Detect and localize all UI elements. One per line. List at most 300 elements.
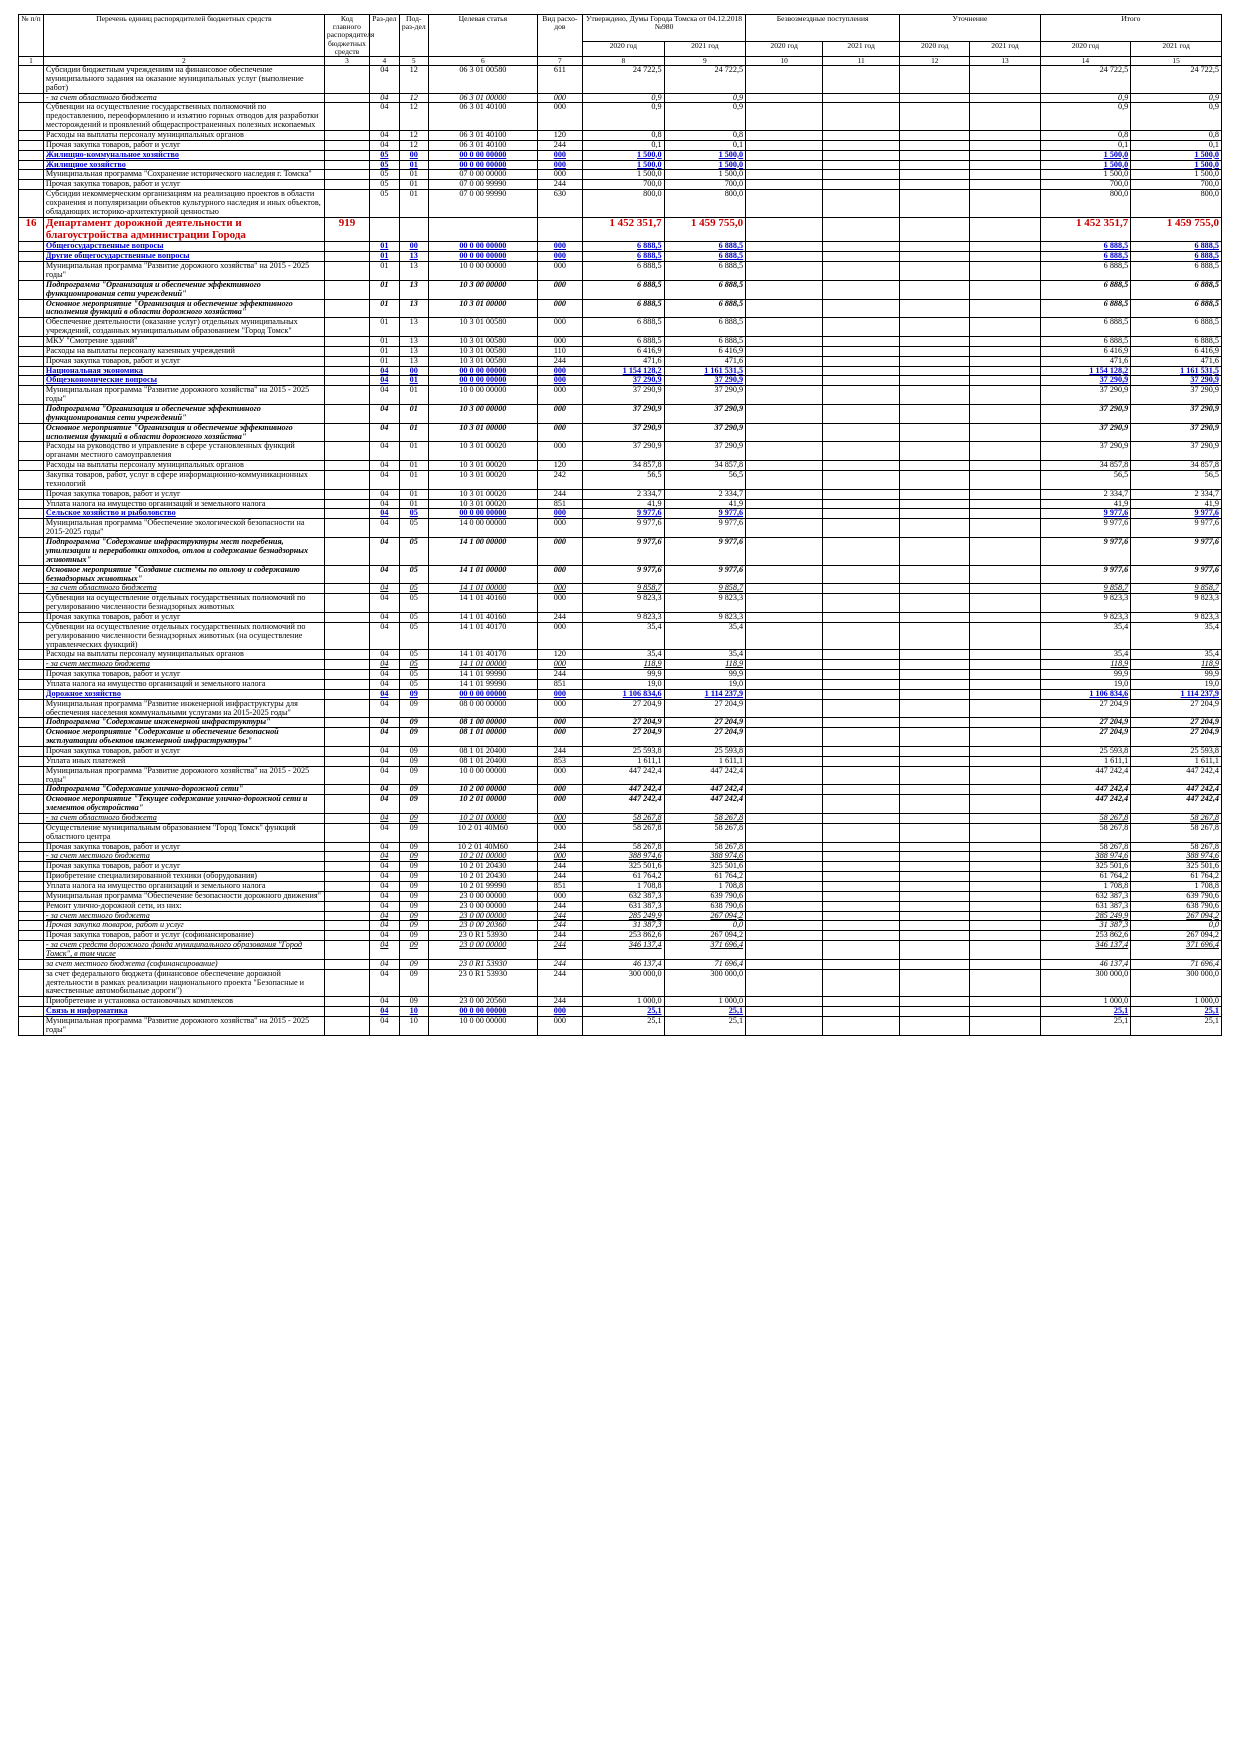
row-vr: 611 [537, 65, 582, 93]
row-code [324, 941, 369, 960]
row-cs: 10 2 01 20430 [428, 862, 537, 872]
row-total-2021: 1 500,0 [1131, 150, 1222, 160]
row-label: Приобретение и установка остановочных комплексов [43, 997, 324, 1007]
row-approved-2020: 632 387,3 [583, 891, 665, 901]
row-approved-2020: 27 204,9 [583, 699, 665, 718]
row-changes-2021 [970, 959, 1040, 969]
row-code [324, 150, 369, 160]
row-total-2021: 58 267,8 [1131, 823, 1222, 842]
row-unspent-2021 [823, 471, 900, 490]
row-code [324, 489, 369, 499]
row-approved-2021: 9 823,3 [664, 594, 746, 613]
row-unspent-2020 [746, 718, 823, 728]
row-vr: 000 [537, 318, 582, 337]
row-vr: 000 [537, 423, 582, 442]
row-approved-2021: 6 888,5 [664, 252, 746, 262]
row-pr: 09 [399, 931, 428, 941]
row-approved-2021: 27 204,9 [664, 728, 746, 747]
row-label: Подпрограмма "Содержание улично-дорожной сети" [43, 785, 324, 795]
row-changes-2021 [970, 346, 1040, 356]
row-code [324, 262, 369, 281]
row-total-2021: 447 242,4 [1131, 795, 1222, 814]
row-changes-2020 [900, 519, 970, 538]
row-label: Прочая закупка товаров, работ и услуг [43, 921, 324, 931]
row-approved-2020: 285 249,9 [583, 911, 665, 921]
row-label: Муниципальная программа "Развитие инженерной инфраструктуры для обеспечения населения коммунальными услугами на 2015-2025 годы" [43, 699, 324, 718]
colnum-10: 10 [746, 56, 823, 65]
row-total-2021: 800,0 [1131, 190, 1222, 218]
row-total-2020: 46 137,4 [1040, 959, 1131, 969]
row-cs: 14 1 01 00000 [428, 565, 537, 584]
row-total-2021: 9 858,7 [1131, 584, 1222, 594]
row-code [324, 689, 369, 699]
header-cs: Целевая статья [428, 15, 537, 57]
row-unspent-2020 [746, 911, 823, 921]
row-unspent-2020 [746, 337, 823, 347]
row-total-2020: 325 501,6 [1040, 862, 1131, 872]
row-unspent-2021 [823, 538, 900, 566]
row-pr: 09 [399, 911, 428, 921]
row-approved-2020: 1 500,0 [583, 150, 665, 160]
row-code [324, 842, 369, 852]
row-unspent-2021 [823, 386, 900, 405]
row-vr: 120 [537, 130, 582, 140]
row-label: - за счет местного бюджета [43, 660, 324, 670]
row-approved-2021: 447 242,4 [664, 766, 746, 785]
row-changes-2020 [900, 679, 970, 689]
row-label: Уплата налога на имущество организаций и земельного налога [43, 499, 324, 509]
row-rz: 04 [370, 862, 399, 872]
row-vr: 000 [537, 170, 582, 180]
row-code [324, 65, 369, 93]
row-pr: 09 [399, 718, 428, 728]
row-total-2021: 37 290,9 [1131, 386, 1222, 405]
row-total-2020: 35,4 [1040, 622, 1131, 650]
row-total-2021: 9 977,6 [1131, 519, 1222, 538]
row-vr: 000 [537, 1017, 582, 1036]
row-approved-2020: 9 977,6 [583, 565, 665, 584]
table-row [19, 1017, 1222, 1036]
row-total-2021: 27 204,9 [1131, 728, 1222, 747]
row-changes-2021 [970, 160, 1040, 170]
row-total-2020: 0,8 [1040, 130, 1131, 140]
row-unspent-2021 [823, 376, 900, 386]
row-unspent-2021 [823, 1017, 900, 1036]
table-header [19, 15, 1222, 66]
row-rz: 04 [370, 823, 399, 842]
row-total-2020: 58 267,8 [1040, 823, 1131, 842]
row-number [19, 813, 44, 823]
row-total-2021: 6 416,9 [1131, 346, 1222, 356]
row-changes-2020 [900, 262, 970, 281]
row-approved-2021: 6 888,5 [664, 280, 746, 299]
row-changes-2021 [970, 386, 1040, 405]
row-vr: 000 [537, 262, 582, 281]
row-changes-2020 [900, 356, 970, 366]
row-changes-2021 [970, 660, 1040, 670]
table-row [19, 262, 1222, 281]
row-unspent-2021 [823, 346, 900, 356]
row-total-2020: 9 823,3 [1040, 594, 1131, 613]
row-rz: 04 [370, 499, 399, 509]
row-approved-2021: 9 977,6 [664, 519, 746, 538]
row-changes-2020 [900, 299, 970, 318]
row-total-2020: 6 888,5 [1040, 318, 1131, 337]
row-label: Уплата налога на имущество организаций и земельного налога [43, 882, 324, 892]
row-changes-2020 [900, 405, 970, 424]
row-code [324, 366, 369, 376]
row-unspent-2021 [823, 795, 900, 814]
colnum-15: 15 [1131, 56, 1222, 65]
row-total-2021: 639 790,6 [1131, 891, 1222, 901]
row-approved-2021: 19,0 [664, 679, 746, 689]
row-rz: 04 [370, 911, 399, 921]
row-total-2021: 638 790,6 [1131, 901, 1222, 911]
row-unspent-2020 [746, 891, 823, 901]
row-number [19, 346, 44, 356]
row-code [324, 337, 369, 347]
row-cs: 00 0 00 00000 [428, 252, 537, 262]
row-vr: 000 [537, 538, 582, 566]
row-number [19, 997, 44, 1007]
row-total-2020: 1 154 128,2 [1040, 366, 1131, 376]
row-total-2021: 25,1 [1131, 1007, 1222, 1017]
row-changes-2020 [900, 252, 970, 262]
row-approved-2021: 1 500,0 [664, 160, 746, 170]
row-rz: 04 [370, 509, 399, 519]
row-approved-2021: 267 094,2 [664, 911, 746, 921]
row-code [324, 622, 369, 650]
row-changes-2020 [900, 882, 970, 892]
row-total-2020: 37 290,9 [1040, 442, 1131, 461]
row-vr: 853 [537, 756, 582, 766]
row-approved-2020: 700,0 [583, 180, 665, 190]
row-changes-2020 [900, 366, 970, 376]
row-unspent-2021 [823, 242, 900, 252]
row-approved-2020: 1 500,0 [583, 170, 665, 180]
row-rz: 04 [370, 660, 399, 670]
row-changes-2020 [900, 594, 970, 613]
row-total-2020: 35,4 [1040, 650, 1131, 660]
row-code [324, 461, 369, 471]
row-unspent-2021 [823, 1007, 900, 1017]
row-code [324, 190, 369, 218]
row-label: Национальная экономика [43, 366, 324, 376]
row-total-2020: 800,0 [1040, 190, 1131, 218]
row-approved-2021: 447 242,4 [664, 785, 746, 795]
header-group-unspent: Безвозмездные поступления [746, 15, 900, 42]
row-total-2020: 1 708,8 [1040, 882, 1131, 892]
row-rz: 04 [370, 997, 399, 1007]
row-approved-2021: 1 161 531,5 [664, 366, 746, 376]
row-total-2021: 118,9 [1131, 660, 1222, 670]
row-unspent-2021 [823, 356, 900, 366]
row-changes-2021 [970, 882, 1040, 892]
row-approved-2021: 6 888,5 [664, 337, 746, 347]
row-label: Подпрограмма "Содержание инфраструктуры мест погребения, утилизации и переработки отходов, отлов и содержание безнадзорных животных" [43, 538, 324, 566]
row-pr: 13 [399, 252, 428, 262]
header-total-2021: 2021 год [1131, 42, 1222, 57]
header-group-approved: Утверждено, Думы Города Томска от 04.12.2018 №980 [583, 15, 746, 42]
row-changes-2020 [900, 612, 970, 622]
row-pr: 09 [399, 823, 428, 842]
row-code [324, 823, 369, 842]
row-label: Прочая закупка товаров, работ и услуг [43, 180, 324, 190]
row-unspent-2020 [746, 130, 823, 140]
row-approved-2020: 2 334,7 [583, 489, 665, 499]
table-row [19, 679, 1222, 689]
row-pr: 13 [399, 356, 428, 366]
row-total-2020: 41,9 [1040, 499, 1131, 509]
row-unspent-2020 [746, 746, 823, 756]
row-total-2021: 2 334,7 [1131, 489, 1222, 499]
row-label: Общегосударственные вопросы [43, 242, 324, 252]
row-cs: 07 0 00 99990 [428, 190, 537, 218]
row-cs: 23 0 00 20560 [428, 997, 537, 1007]
row-rz: 04 [370, 471, 399, 490]
row-changes-2020 [900, 813, 970, 823]
row-approved-2021: 1 500,0 [664, 150, 746, 160]
row-cs: 00 0 00 00000 [428, 366, 537, 376]
row-unspent-2020 [746, 901, 823, 911]
row-approved-2021: 6 888,5 [664, 318, 746, 337]
row-pr: 09 [399, 969, 428, 997]
row-approved-2020: 9 977,6 [583, 519, 665, 538]
row-unspent-2020 [746, 93, 823, 103]
row-label: Расходы на выплаты персоналу муниципальных органов [43, 130, 324, 140]
row-label: Субвенции на осуществление отдельных государственных полномочий по регулированию численности безнадзорных животных [43, 594, 324, 613]
row-cs: 10 3 01 00020 [428, 471, 537, 490]
row-number [19, 160, 44, 170]
row-code [324, 471, 369, 490]
row-number [19, 1007, 44, 1017]
table-row [19, 346, 1222, 356]
row-changes-2020 [900, 471, 970, 490]
row-rz: 04 [370, 622, 399, 650]
row-unspent-2020 [746, 217, 823, 242]
row-vr: 244 [537, 921, 582, 931]
row-cs: 14 1 00 00000 [428, 538, 537, 566]
row-rz: 05 [370, 160, 399, 170]
row-rz: 05 [370, 180, 399, 190]
row-rz: 01 [370, 318, 399, 337]
row-code [324, 746, 369, 756]
row-unspent-2020 [746, 565, 823, 584]
table-body [19, 65, 1222, 1035]
row-total-2021: 9 977,6 [1131, 538, 1222, 566]
row-unspent-2020 [746, 852, 823, 862]
row-unspent-2021 [823, 565, 900, 584]
row-approved-2020: 41,9 [583, 499, 665, 509]
row-unspent-2020 [746, 594, 823, 613]
row-rz: 04 [370, 489, 399, 499]
row-number [19, 911, 44, 921]
row-number [19, 337, 44, 347]
row-approved-2020: 58 267,8 [583, 813, 665, 823]
row-unspent-2021 [823, 862, 900, 872]
row-code [324, 670, 369, 680]
row-changes-2021 [970, 262, 1040, 281]
row-pr: 13 [399, 262, 428, 281]
row-pr: 09 [399, 941, 428, 960]
row-pr: 00 [399, 242, 428, 252]
row-code [324, 852, 369, 862]
row-unspent-2020 [746, 941, 823, 960]
row-total-2021: 1 500,0 [1131, 160, 1222, 170]
row-number [19, 423, 44, 442]
row-changes-2020 [900, 699, 970, 718]
row-total-2021: 71 696,4 [1131, 959, 1222, 969]
row-unspent-2021 [823, 180, 900, 190]
row-unspent-2021 [823, 650, 900, 660]
row-cs: 06 3 01 40100 [428, 140, 537, 150]
table-row [19, 959, 1222, 969]
row-pr: 09 [399, 882, 428, 892]
row-number [19, 471, 44, 490]
row-cs: 14 1 01 00000 [428, 584, 537, 594]
row-code [324, 612, 369, 622]
row-changes-2020 [900, 150, 970, 160]
row-unspent-2020 [746, 280, 823, 299]
row-cs: 23 0 00 00000 [428, 941, 537, 960]
row-total-2020: 31 387,3 [1040, 921, 1131, 931]
row-label: Субсидии некоммерческим организациям на реализацию проектов в области сохранения и популяризации объектов культурного наследия и иных объектов, обладающих историко-архитектурной ценностью [43, 190, 324, 218]
row-changes-2021 [970, 93, 1040, 103]
row-changes-2021 [970, 699, 1040, 718]
row-cs: 08 0 00 00000 [428, 699, 537, 718]
row-total-2020: 61 764,2 [1040, 872, 1131, 882]
row-pr: 05 [399, 538, 428, 566]
row-label: Расходы на руководство и управление в сфере установленных функций органами местного самоуправления [43, 442, 324, 461]
row-number [19, 262, 44, 281]
row-number [19, 921, 44, 931]
row-approved-2020: 34 857,8 [583, 461, 665, 471]
row-vr: 851 [537, 499, 582, 509]
row-code [324, 795, 369, 814]
row-total-2021: 471,6 [1131, 356, 1222, 366]
row-total-2021: 9 977,6 [1131, 509, 1222, 519]
row-approved-2020: 447 242,4 [583, 766, 665, 785]
row-unspent-2020 [746, 103, 823, 131]
row-changes-2021 [970, 140, 1040, 150]
row-pr: 05 [399, 622, 428, 650]
row-unspent-2021 [823, 499, 900, 509]
row-number [19, 931, 44, 941]
row-unspent-2021 [823, 217, 900, 242]
row-label: Муниципальная программа "Обеспечение безопасности дорожного движения" [43, 891, 324, 901]
row-code [324, 299, 369, 318]
row-label: Основное мероприятие "Создание системы по отлову и содержанию безнадзорных животных" [43, 565, 324, 584]
row-cs: 23 0 00 20360 [428, 921, 537, 931]
row-vr: 000 [537, 386, 582, 405]
row-unspent-2020 [746, 699, 823, 718]
row-changes-2021 [970, 872, 1040, 882]
row-pr: 05 [399, 565, 428, 584]
row-rz: 04 [370, 1017, 399, 1036]
row-total-2020: 19,0 [1040, 679, 1131, 689]
row-number [19, 699, 44, 718]
row-unspent-2021 [823, 103, 900, 131]
row-pr: 05 [399, 679, 428, 689]
row-approved-2021: 37 290,9 [664, 376, 746, 386]
row-vr: 630 [537, 190, 582, 218]
header-code: Код главного распорядителя бюджетных средств [324, 15, 369, 57]
row-changes-2021 [970, 280, 1040, 299]
row-changes-2021 [970, 442, 1040, 461]
row-changes-2021 [970, 969, 1040, 997]
row-cs: 10 2 01 40М60 [428, 842, 537, 852]
row-total-2020: 58 267,8 [1040, 813, 1131, 823]
table-row [19, 660, 1222, 670]
row-unspent-2021 [823, 921, 900, 931]
row-pr: 09 [399, 959, 428, 969]
row-changes-2021 [970, 150, 1040, 160]
row-label: Уплата иных платежей [43, 756, 324, 766]
table-row [19, 280, 1222, 299]
header-changes-2020: 2020 год [900, 42, 970, 57]
row-changes-2020 [900, 622, 970, 650]
row-changes-2021 [970, 103, 1040, 131]
row-rz: 04 [370, 442, 399, 461]
row-unspent-2020 [746, 969, 823, 997]
row-changes-2021 [970, 65, 1040, 93]
row-total-2021: 6 888,5 [1131, 252, 1222, 262]
table-row [19, 689, 1222, 699]
row-number [19, 180, 44, 190]
row-changes-2021 [970, 862, 1040, 872]
row-rz: 04 [370, 103, 399, 131]
row-changes-2020 [900, 461, 970, 471]
row-label: Расходы на выплаты персоналу муниципальных органов [43, 461, 324, 471]
row-total-2020: 631 387,3 [1040, 901, 1131, 911]
row-approved-2020: 9 823,3 [583, 612, 665, 622]
row-approved-2020: 1 611,1 [583, 756, 665, 766]
row-vr: 244 [537, 911, 582, 921]
row-code [324, 594, 369, 613]
row-changes-2021 [970, 766, 1040, 785]
row-approved-2020: 58 267,8 [583, 842, 665, 852]
row-changes-2021 [970, 756, 1040, 766]
row-rz: 04 [370, 405, 399, 424]
row-total-2020: 447 242,4 [1040, 766, 1131, 785]
row-cs: 08 1 01 20400 [428, 756, 537, 766]
row-approved-2021: 99,9 [664, 670, 746, 680]
row-cs: 00 0 00 00000 [428, 242, 537, 252]
row-changes-2021 [970, 891, 1040, 901]
row-changes-2021 [970, 499, 1040, 509]
table-row [19, 190, 1222, 218]
row-approved-2021: 1 500,0 [664, 170, 746, 180]
row-unspent-2020 [746, 959, 823, 969]
row-total-2021: 1 708,8 [1131, 882, 1222, 892]
row-number [19, 405, 44, 424]
row-vr: 000 [537, 280, 582, 299]
row-code [324, 519, 369, 538]
row-unspent-2020 [746, 405, 823, 424]
row-approved-2020: 6 888,5 [583, 262, 665, 281]
row-approved-2020: 27 204,9 [583, 718, 665, 728]
row-code [324, 660, 369, 670]
row-total-2021: 0,9 [1131, 93, 1222, 103]
row-total-2020: 1 000,0 [1040, 997, 1131, 1007]
row-total-2021: 6 888,5 [1131, 337, 1222, 347]
row-rz: 04 [370, 746, 399, 756]
row-approved-2021: 639 790,6 [664, 891, 746, 901]
row-cs: 23 0 R1 53930 [428, 959, 537, 969]
row-vr: 244 [537, 969, 582, 997]
row-code [324, 170, 369, 180]
row-number [19, 442, 44, 461]
